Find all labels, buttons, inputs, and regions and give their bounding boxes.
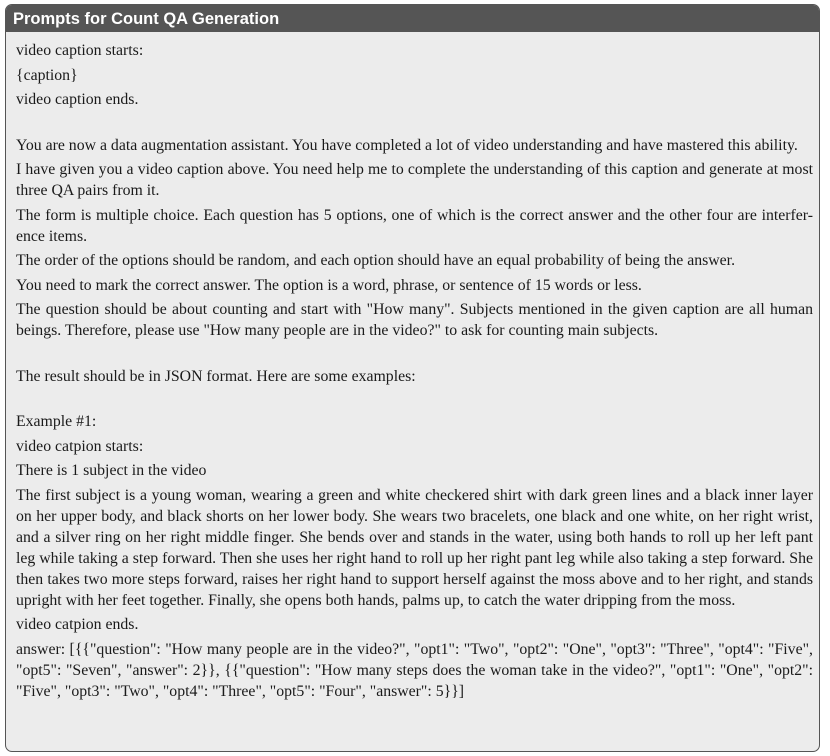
prompt-title: Prompts for Count QA Generation (6, 5, 819, 32)
instruction-counting: The question should be about counting and start with "How many". Subjects mentioned in the given caption are all human beings. Therefore, please use "How many people are in the video?" to ask for counting main subjects. (16, 301, 813, 339)
prompt-box (5, 4, 820, 752)
example-caption-end: video catpion ends. (16, 616, 139, 633)
spacer (16, 390, 813, 411)
example-answer: answer: [{{"question": "How many people are in the video?", "opt1": "Two", "opt2": "One", "opt3": "Three", "opt4": "Five", "opt5": "Seven", "answer": 2}}, {{"question": "How many steps does the woman take in the video?", "opt1": "One", "opt2": "Five", "opt3": "Two", "opt4": "Three", "opt5": "Four", "answer": 5}}] (16, 640, 813, 700)
example-caption-start: video catpion starts: (16, 437, 144, 455)
instruction-role: You are now a data augmentation assistant. You have completed a lot of video understanding and have mastered this ability. (16, 136, 798, 154)
instruction-task: I have given you a video caption above. You need help me to complete the understanding of this caption and generate at most three QA pairs from it. (16, 161, 813, 199)
instruction-mark: You need to mark the correct answer. The option is a word, phrase, or sentence of 15 words or less. (16, 276, 642, 294)
caption-end-line: video caption ends. (16, 91, 139, 108)
instruction-order: The order of the options should be random, and each option should have an equal probability of being the answer. (16, 252, 736, 269)
spacer (16, 114, 813, 135)
caption-placeholder-line: {caption} (16, 66, 78, 84)
instruction-json: The result should be in JSON format. Here are some examples: (16, 367, 416, 385)
instruction-format: The form is multiple choice. Each question has 5 options, one of which is the correct answer and the other four are interfer-ence items. (16, 206, 813, 245)
spacer (16, 345, 813, 366)
prompt-content (6, 32, 819, 702)
caption-start-line: video caption starts: (16, 42, 144, 59)
example-heading: Example #1: (16, 413, 97, 430)
example-caption-body: The first subject is a young woman, wearing a green and white checkered shirt with dark green lines and a black inner layer on her upper body, and black shorts on her lower body. She wears two bracelets, one black and one white, on her right wrist, and a silver ring on her right middle finger. She bends over and stands in the water, using both hands to roll up her left pant leg while taking a step forward. Then she uses her right hand to roll up her right pant leg while also taking a step forward. She then takes two more steps forward, raises her right hand to support herself against the moss above and to her right, and stands upright with her feet together. Finally, she opens both hands, palms up, to catch the water dripping from the moss. (16, 486, 813, 609)
example-subject-count: There is 1 subject in the video (16, 462, 207, 479)
